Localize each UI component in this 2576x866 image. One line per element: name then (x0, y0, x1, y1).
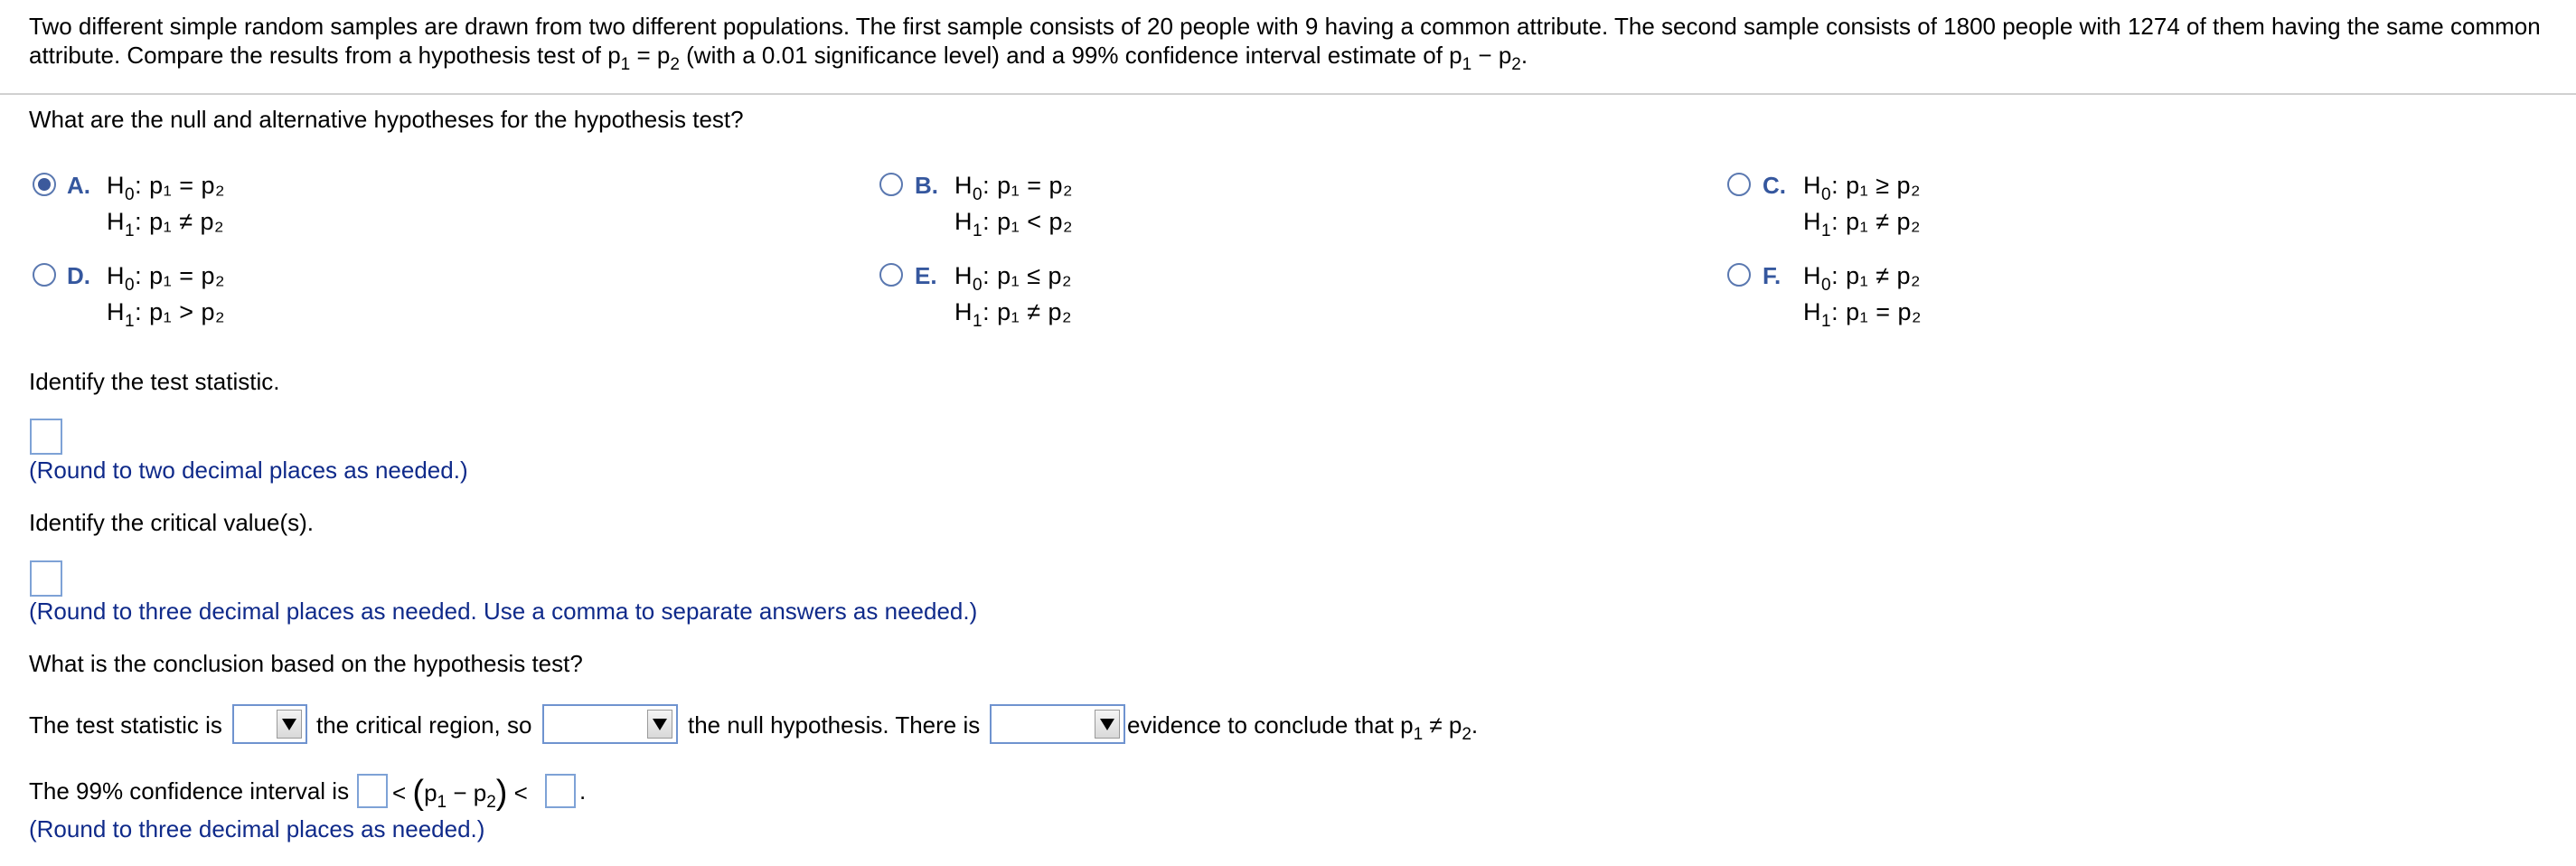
option-f-letter[interactable]: F. (1763, 262, 1782, 289)
alternative-expression: $p_1 \ne p_2$. (1400, 711, 1479, 744)
option-b-radio[interactable] (879, 173, 903, 196)
option-b-h0: $H_0$: p₁ = p₂ (954, 172, 1073, 204)
hypotheses-prompt: What are the null and alternative hypotheses for the hypothesis test? (29, 106, 744, 133)
option-a-h0-expr: p₁ = p₂ (149, 172, 225, 199)
conclusion-part-3: the null hypothesis. There is (688, 711, 981, 739)
test-statistic-hint: (Round to two decimal places as needed.) (29, 457, 468, 484)
test-statistic-prompt: Identify the test statistic. (29, 368, 280, 395)
option-e-h0: $H_0$: p₁ ≤ p₂ (954, 262, 1073, 295)
option-f-h0: $H_0$: p₁ ≠ p₂ (1803, 262, 1922, 295)
conclusion-part-4-text: evidence to conclude that (1127, 711, 1394, 739)
option-d-h1: $H_1$: p₁ > p₂ (107, 298, 225, 331)
option-a-h1: $H_1$: p₁ ≠ p₂ (107, 208, 225, 240)
critical-values-prompt: Identify the critical value(s). (29, 509, 315, 536)
option-e-h0-expr: p₁ ≤ p₂ (997, 262, 1073, 289)
option-a-h0: $H_0$: p₁ = p₂ (107, 172, 225, 204)
conclusion-part-1: The test statistic is (29, 711, 222, 739)
null-hypothesis-decision-dropdown[interactable] (542, 704, 678, 744)
option-c-h0-expr: p₁ ≥ p₂ (1846, 172, 1922, 199)
option-d-h0: $H_0$: p₁ = p₂ (107, 262, 225, 295)
critical-values-hint: (Round to three decimal places as needed. Use a comma to separate answers as needed.) (29, 598, 978, 625)
option-b-h1: $H_1$: p₁ < p₂ (954, 208, 1073, 240)
option-d-radio[interactable] (33, 263, 56, 287)
option-d-letter[interactable]: D. (67, 262, 90, 289)
dropdown-arrow-icon[interactable] (277, 710, 302, 739)
divider (0, 93, 2576, 95)
question-line-2 (29, 42, 1528, 74)
option-f-h0-expr: p₁ ≠ p₂ (1846, 262, 1922, 289)
evidence-dropdown[interactable] (990, 704, 1125, 744)
dropdown-arrow-icon[interactable] (1095, 710, 1120, 739)
option-a-h1-expr: p₁ ≠ p₂ (149, 208, 225, 235)
ci-lower-input[interactable] (357, 774, 388, 808)
dropdown-arrow-icon[interactable] (647, 710, 672, 739)
option-c-h1-expr: p₁ ≠ p₂ (1846, 208, 1922, 235)
option-c-h0: $H_0$: p₁ ≥ p₂ (1803, 172, 1922, 204)
option-a-letter[interactable]: A. (67, 172, 90, 199)
option-b-h0-expr: p₁ = p₂ (997, 172, 1073, 199)
option-c-radio[interactable] (1727, 173, 1751, 196)
option-e-h1: $H_1$: p₁ ≠ p₂ (954, 298, 1073, 331)
ci-upper-input[interactable] (545, 774, 576, 808)
test-statistic-region-dropdown[interactable] (232, 704, 307, 744)
option-a-radio[interactable] (33, 173, 56, 196)
option-e-radio[interactable] (879, 263, 903, 287)
hypothesis-expression: $p_1 = p_2$ (607, 42, 680, 74)
ci-period: . (579, 777, 587, 805)
test-statistic-input[interactable] (30, 419, 62, 455)
confidence-interval-label: The 99% confidence interval is (29, 777, 350, 805)
conclusion-prompt: What is the conclusion based on the hypothesis test? (29, 650, 583, 677)
conclusion-part-4 (1127, 711, 1479, 744)
option-b-h1-expr: p₁ < p₂ (997, 208, 1073, 235)
option-e-h1-expr: p₁ ≠ p₂ (997, 298, 1073, 325)
option-d-h0-expr: p₁ = p₂ (149, 262, 225, 289)
question-line-2-a: attribute. Compare the results from a hypothesis test of (29, 42, 608, 69)
option-f-h1: $H_1$: p₁ = p₂ (1803, 298, 1922, 331)
option-c-letter[interactable]: C. (1763, 172, 1786, 199)
critical-values-input[interactable] (30, 560, 62, 597)
option-e-letter[interactable]: E. (915, 262, 937, 289)
option-f-h1-expr: p₁ = p₂ (1846, 298, 1922, 325)
option-f-radio[interactable] (1727, 263, 1751, 287)
question-line-2-b: (with a 0.01 significance level) and a 99% confidence interval estimate of (679, 42, 1450, 69)
difference-expression: $p_1 - p_2$ (1449, 42, 1521, 74)
question-line-1: Two different simple random samples are drawn from two different populations. The first sample consists of 20 people with 9 having a common attribute. The second sample consists of 1800 people with 1274 of them having the same common (29, 13, 2541, 40)
option-b-letter[interactable]: B. (915, 172, 938, 199)
question-line-2-c: . (1520, 42, 1528, 69)
ci-expression: < $(p_1 - p_2)$ < (392, 774, 528, 812)
option-c-h1: $H_1$: p₁ ≠ p₂ (1803, 208, 1922, 240)
confidence-interval-hint: (Round to three decimal places as needed.) (29, 815, 485, 842)
conclusion-part-2: the critical region, so (316, 711, 532, 739)
option-d-h1-expr: p₁ > p₂ (149, 298, 225, 325)
